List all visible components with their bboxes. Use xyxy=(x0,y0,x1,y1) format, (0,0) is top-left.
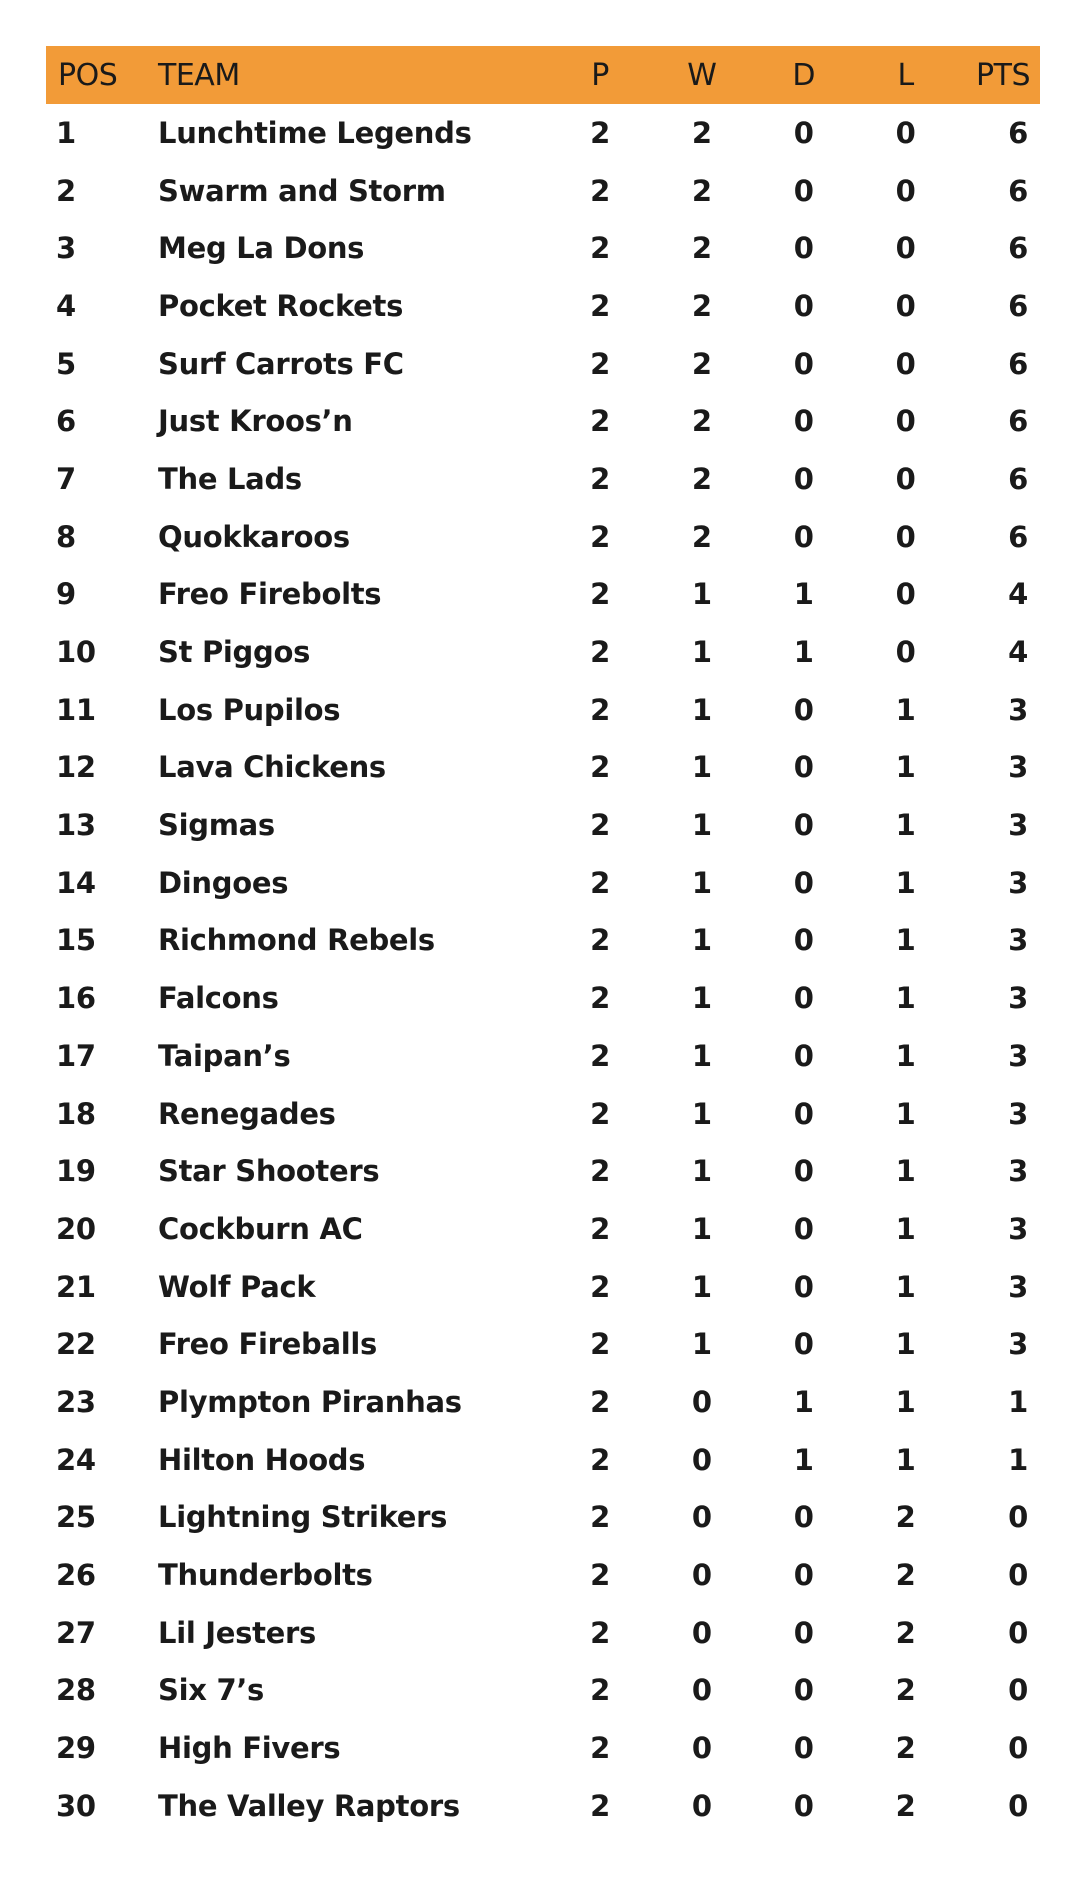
cell-won: 1 xyxy=(691,635,712,670)
cell-lost: 1 xyxy=(895,750,916,785)
cell-lost: 1 xyxy=(895,1038,916,1073)
cell-won: 1 xyxy=(691,1269,712,1304)
cell-drawn: 1 xyxy=(793,635,814,670)
table-row xyxy=(46,1200,1040,1258)
cell-lost: 0 xyxy=(895,346,916,381)
cell-won: 0 xyxy=(691,1384,712,1419)
table-row xyxy=(46,1489,1040,1547)
table-row xyxy=(46,1142,1040,1200)
cell-drawn: 1 xyxy=(793,1442,814,1477)
cell-drawn: 0 xyxy=(793,1038,814,1073)
cell-played: 2 xyxy=(590,1384,610,1419)
cell-points: 0 xyxy=(1008,1558,1028,1593)
cell-lost: 1 xyxy=(895,1327,916,1362)
cell-points: 3 xyxy=(1008,692,1028,727)
cell-pos: 21 xyxy=(56,1269,96,1304)
cell-team: Star Shooters xyxy=(158,1154,380,1189)
cell-lost: 1 xyxy=(895,1269,916,1304)
table-row xyxy=(46,392,1040,450)
table-row xyxy=(46,162,1040,220)
header-points: PTS xyxy=(976,57,1030,93)
cell-points: 1 xyxy=(1008,1442,1028,1477)
cell-team: The Lads xyxy=(158,461,302,496)
cell-drawn: 1 xyxy=(793,577,814,612)
cell-points: 3 xyxy=(1008,1096,1028,1131)
cell-played: 2 xyxy=(590,750,610,785)
table-row xyxy=(46,739,1040,797)
cell-drawn: 0 xyxy=(793,1269,814,1304)
cell-played: 2 xyxy=(590,923,610,958)
cell-team: Falcons xyxy=(158,981,279,1016)
cell-drawn: 0 xyxy=(793,231,814,266)
table-header xyxy=(46,46,1040,104)
cell-points: 3 xyxy=(1008,865,1028,900)
cell-played: 2 xyxy=(590,1154,610,1189)
cell-points: 1 xyxy=(1008,1384,1028,1419)
cell-team: Plympton Piranhas xyxy=(158,1384,462,1419)
table-row xyxy=(46,1719,1040,1777)
header-played: P xyxy=(591,57,609,93)
cell-drawn: 0 xyxy=(793,288,814,323)
cell-lost: 0 xyxy=(895,519,916,554)
cell-points: 3 xyxy=(1008,1038,1028,1073)
cell-points: 0 xyxy=(1008,1500,1028,1535)
header-won: W xyxy=(687,57,717,93)
cell-team: Los Pupilos xyxy=(158,692,341,727)
table-row xyxy=(46,277,1040,335)
cell-won: 0 xyxy=(691,1673,712,1708)
cell-team: Wolf Pack xyxy=(158,1269,316,1304)
cell-pos: 16 xyxy=(56,981,96,1016)
cell-team: High Fivers xyxy=(158,1731,341,1766)
table-row xyxy=(46,681,1040,739)
cell-lost: 0 xyxy=(895,231,916,266)
cell-team: Just Kroos’n xyxy=(158,404,353,439)
cell-pos: 4 xyxy=(56,288,76,323)
cell-pos: 6 xyxy=(56,404,76,439)
cell-pos: 7 xyxy=(56,461,76,496)
cell-drawn: 0 xyxy=(793,1558,814,1593)
cell-won: 0 xyxy=(691,1615,712,1650)
cell-team: Freo Fireballs xyxy=(158,1327,377,1362)
cell-team: Swarm and Storm xyxy=(158,173,446,208)
cell-drawn: 0 xyxy=(793,692,814,727)
cell-won: 2 xyxy=(691,231,712,266)
cell-drawn: 0 xyxy=(793,404,814,439)
cell-drawn: 0 xyxy=(793,1788,814,1823)
cell-points: 0 xyxy=(1008,1788,1028,1823)
cell-team: Lava Chickens xyxy=(158,750,386,785)
cell-lost: 1 xyxy=(895,808,916,843)
cell-team: St Piggos xyxy=(158,635,311,670)
cell-drawn: 0 xyxy=(793,865,814,900)
cell-pos: 27 xyxy=(56,1615,96,1650)
cell-pos: 11 xyxy=(56,692,96,727)
table-row xyxy=(46,450,1040,508)
cell-pos: 13 xyxy=(56,808,96,843)
cell-points: 3 xyxy=(1008,1327,1028,1362)
cell-team: Pocket Rockets xyxy=(158,288,404,323)
table-row xyxy=(46,1085,1040,1143)
cell-pos: 5 xyxy=(56,346,76,381)
cell-pos: 17 xyxy=(56,1038,96,1073)
cell-lost: 1 xyxy=(895,1384,916,1419)
cell-won: 0 xyxy=(691,1558,712,1593)
cell-lost: 0 xyxy=(895,635,916,670)
cell-drawn: 0 xyxy=(793,923,814,958)
cell-pos: 28 xyxy=(56,1673,96,1708)
cell-points: 3 xyxy=(1008,1154,1028,1189)
cell-pos: 19 xyxy=(56,1154,96,1189)
cell-lost: 0 xyxy=(895,404,916,439)
header-team: TEAM xyxy=(158,57,240,93)
cell-drawn: 0 xyxy=(793,1211,814,1246)
cell-played: 2 xyxy=(590,808,610,843)
cell-drawn: 1 xyxy=(793,1384,814,1419)
cell-won: 0 xyxy=(691,1442,712,1477)
cell-points: 0 xyxy=(1008,1615,1028,1650)
header-drawn: D xyxy=(792,57,815,93)
cell-team: Thunderbolts xyxy=(158,1558,373,1593)
table-row xyxy=(46,1315,1040,1373)
cell-won: 1 xyxy=(691,692,712,727)
cell-pos: 2 xyxy=(56,173,76,208)
cell-team: Renegades xyxy=(158,1096,336,1131)
cell-won: 1 xyxy=(691,1327,712,1362)
cell-lost: 2 xyxy=(895,1673,916,1708)
cell-lost: 0 xyxy=(895,115,916,150)
cell-played: 2 xyxy=(590,1269,610,1304)
header-pos: POS xyxy=(58,57,118,93)
cell-drawn: 0 xyxy=(793,1154,814,1189)
cell-drawn: 0 xyxy=(793,1327,814,1362)
cell-played: 2 xyxy=(590,1038,610,1073)
cell-won: 2 xyxy=(691,115,712,150)
cell-points: 3 xyxy=(1008,750,1028,785)
table-row xyxy=(46,335,1040,393)
cell-drawn: 0 xyxy=(793,1673,814,1708)
cell-played: 2 xyxy=(590,346,610,381)
cell-lost: 2 xyxy=(895,1615,916,1650)
cell-points: 3 xyxy=(1008,1211,1028,1246)
table-row xyxy=(46,1662,1040,1720)
cell-lost: 0 xyxy=(895,577,916,612)
table-row xyxy=(46,796,1040,854)
cell-played: 2 xyxy=(590,1673,610,1708)
table-row xyxy=(46,1777,1040,1835)
cell-pos: 10 xyxy=(56,635,96,670)
cell-played: 2 xyxy=(590,115,610,150)
cell-won: 2 xyxy=(691,346,712,381)
cell-won: 1 xyxy=(691,981,712,1016)
table-row xyxy=(46,508,1040,566)
cell-lost: 2 xyxy=(895,1500,916,1535)
cell-drawn: 0 xyxy=(793,1615,814,1650)
cell-won: 2 xyxy=(691,404,712,439)
cell-played: 2 xyxy=(590,635,610,670)
cell-played: 2 xyxy=(590,461,610,496)
cell-lost: 0 xyxy=(895,461,916,496)
cell-played: 2 xyxy=(590,404,610,439)
cell-played: 2 xyxy=(590,1442,610,1477)
cell-played: 2 xyxy=(590,288,610,323)
cell-pos: 12 xyxy=(56,750,96,785)
table-row xyxy=(46,1258,1040,1316)
table-row xyxy=(46,566,1040,624)
cell-played: 2 xyxy=(590,577,610,612)
table-row xyxy=(46,1604,1040,1662)
cell-team: The Valley Raptors xyxy=(158,1788,460,1823)
cell-played: 2 xyxy=(590,1558,610,1593)
table-row xyxy=(46,1027,1040,1085)
cell-team: Six 7’s xyxy=(158,1673,265,1708)
cell-played: 2 xyxy=(590,865,610,900)
cell-drawn: 0 xyxy=(793,461,814,496)
cell-won: 1 xyxy=(691,808,712,843)
cell-team: Hilton Hoods xyxy=(158,1442,366,1477)
cell-team: Quokkaroos xyxy=(158,519,350,554)
cell-won: 1 xyxy=(691,923,712,958)
cell-points: 6 xyxy=(1008,115,1028,150)
table-row xyxy=(46,219,1040,277)
ladder-table-container xyxy=(46,46,1040,1835)
cell-team: Cockburn AC xyxy=(158,1211,363,1246)
cell-team: Sigmas xyxy=(158,808,275,843)
cell-lost: 0 xyxy=(895,173,916,208)
cell-won: 1 xyxy=(691,1154,712,1189)
table-row xyxy=(46,1431,1040,1489)
table-row xyxy=(46,104,1040,162)
cell-points: 4 xyxy=(1008,577,1028,612)
cell-drawn: 0 xyxy=(793,750,814,785)
cell-won: 1 xyxy=(691,577,712,612)
cell-team: Taipan’s xyxy=(158,1038,291,1073)
ladder-table xyxy=(46,46,1040,1835)
cell-pos: 22 xyxy=(56,1327,96,1362)
cell-lost: 1 xyxy=(895,1442,916,1477)
cell-points: 3 xyxy=(1008,808,1028,843)
table-row xyxy=(46,623,1040,681)
cell-lost: 1 xyxy=(895,923,916,958)
cell-pos: 15 xyxy=(56,923,96,958)
cell-drawn: 0 xyxy=(793,1731,814,1766)
cell-team: Lunchtime Legends xyxy=(158,115,472,150)
table-row xyxy=(46,1373,1040,1431)
cell-points: 6 xyxy=(1008,231,1028,266)
cell-drawn: 0 xyxy=(793,808,814,843)
cell-team: Dingoes xyxy=(158,865,289,900)
cell-won: 1 xyxy=(691,1211,712,1246)
cell-won: 1 xyxy=(691,1096,712,1131)
cell-pos: 3 xyxy=(56,231,76,266)
cell-points: 6 xyxy=(1008,173,1028,208)
cell-drawn: 0 xyxy=(793,519,814,554)
cell-won: 0 xyxy=(691,1500,712,1535)
cell-played: 2 xyxy=(590,1211,610,1246)
cell-lost: 1 xyxy=(895,692,916,727)
cell-points: 6 xyxy=(1008,404,1028,439)
cell-pos: 20 xyxy=(56,1211,96,1246)
cell-points: 6 xyxy=(1008,461,1028,496)
cell-points: 6 xyxy=(1008,346,1028,381)
cell-played: 2 xyxy=(590,1615,610,1650)
cell-played: 2 xyxy=(590,692,610,727)
cell-played: 2 xyxy=(590,1788,610,1823)
cell-pos: 25 xyxy=(56,1500,96,1535)
table-row xyxy=(46,912,1040,970)
cell-points: 0 xyxy=(1008,1731,1028,1766)
cell-pos: 23 xyxy=(56,1384,96,1419)
cell-pos: 8 xyxy=(56,519,76,554)
cell-played: 2 xyxy=(590,1731,610,1766)
cell-points: 3 xyxy=(1008,923,1028,958)
cell-drawn: 0 xyxy=(793,346,814,381)
cell-team: Richmond Rebels xyxy=(158,923,435,958)
table-row xyxy=(46,969,1040,1027)
cell-drawn: 0 xyxy=(793,115,814,150)
cell-lost: 2 xyxy=(895,1731,916,1766)
cell-lost: 1 xyxy=(895,1096,916,1131)
cell-team: Surf Carrots FC xyxy=(158,346,404,381)
cell-pos: 26 xyxy=(56,1558,96,1593)
table-row xyxy=(46,1546,1040,1604)
header-row xyxy=(46,46,1040,104)
cell-played: 2 xyxy=(590,1500,610,1535)
cell-team: Meg La Dons xyxy=(158,231,365,266)
cell-team: Lightning Strikers xyxy=(158,1500,448,1535)
cell-played: 2 xyxy=(590,173,610,208)
cell-pos: 1 xyxy=(56,115,76,150)
table-body xyxy=(46,104,1040,1835)
cell-lost: 2 xyxy=(895,1788,916,1823)
cell-won: 0 xyxy=(691,1731,712,1766)
cell-pos: 18 xyxy=(56,1096,96,1131)
cell-won: 2 xyxy=(691,173,712,208)
cell-points: 3 xyxy=(1008,981,1028,1016)
cell-points: 6 xyxy=(1008,288,1028,323)
cell-lost: 1 xyxy=(895,865,916,900)
cell-pos: 24 xyxy=(56,1442,96,1477)
cell-points: 6 xyxy=(1008,519,1028,554)
cell-won: 2 xyxy=(691,519,712,554)
cell-won: 1 xyxy=(691,865,712,900)
cell-played: 2 xyxy=(590,1096,610,1131)
cell-pos: 14 xyxy=(56,865,96,900)
cell-pos: 29 xyxy=(56,1731,96,1766)
cell-lost: 1 xyxy=(895,1154,916,1189)
cell-team: Lil Jesters xyxy=(158,1615,316,1650)
cell-pos: 9 xyxy=(56,577,76,612)
cell-played: 2 xyxy=(590,231,610,266)
cell-drawn: 0 xyxy=(793,1500,814,1535)
cell-won: 2 xyxy=(691,288,712,323)
cell-pos: 30 xyxy=(56,1788,96,1823)
cell-played: 2 xyxy=(590,981,610,1016)
cell-won: 1 xyxy=(691,1038,712,1073)
cell-drawn: 0 xyxy=(793,1096,814,1131)
cell-team: Freo Firebolts xyxy=(158,577,382,612)
cell-points: 0 xyxy=(1008,1673,1028,1708)
cell-lost: 1 xyxy=(895,981,916,1016)
cell-lost: 1 xyxy=(895,1211,916,1246)
cell-drawn: 0 xyxy=(793,981,814,1016)
cell-drawn: 0 xyxy=(793,173,814,208)
cell-played: 2 xyxy=(590,1327,610,1362)
cell-lost: 0 xyxy=(895,288,916,323)
cell-won: 1 xyxy=(691,750,712,785)
table-row xyxy=(46,854,1040,912)
cell-played: 2 xyxy=(590,519,610,554)
cell-won: 2 xyxy=(691,461,712,496)
header-lost: L xyxy=(897,57,914,93)
cell-won: 0 xyxy=(691,1788,712,1823)
cell-points: 3 xyxy=(1008,1269,1028,1304)
cell-lost: 2 xyxy=(895,1558,916,1593)
cell-points: 4 xyxy=(1008,635,1028,670)
